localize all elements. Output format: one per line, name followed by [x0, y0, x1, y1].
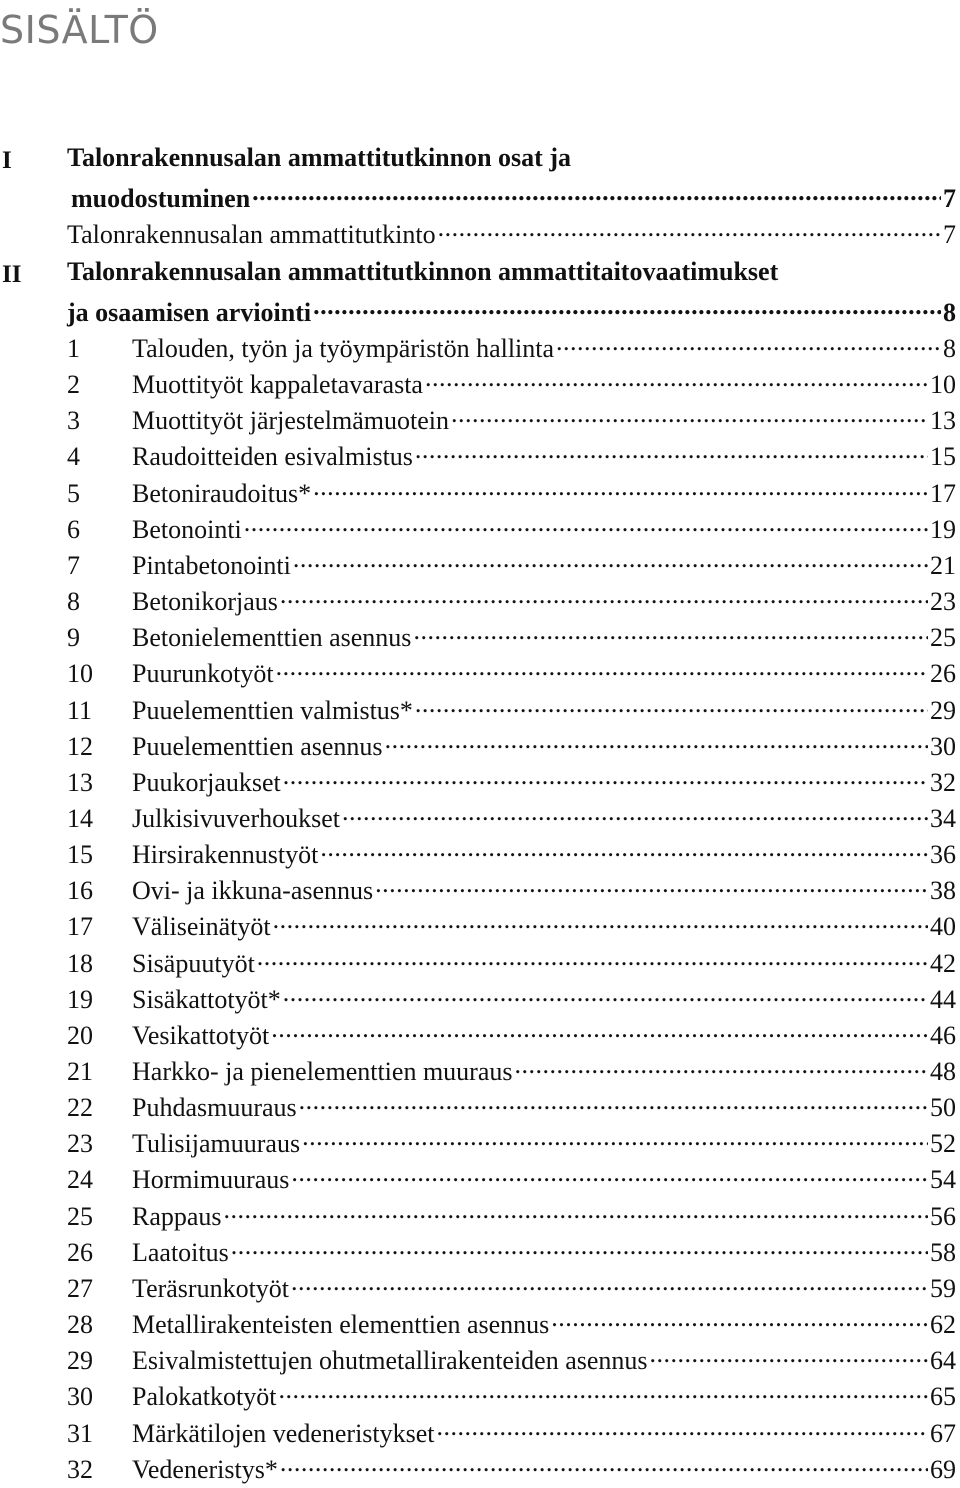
entry-title: Märkätilojen vedeneristykset — [132, 1418, 435, 1448]
chapter-number: 21 — [67, 1057, 93, 1086]
toc-entry-chapter-5[interactable] — [67, 476, 956, 512]
chapter-number: 5 — [67, 478, 80, 508]
chapter-number: 31 — [67, 1418, 93, 1448]
dot-leader — [244, 512, 928, 538]
dot-leader — [425, 367, 928, 393]
page-number: 25 — [930, 623, 956, 653]
part-heading-line1: Talonrakennusalan ammattitutkinnon ammattitaitovaatimukset — [67, 257, 779, 286]
dot-leader — [280, 584, 928, 610]
toc-entry-chapter-11[interactable] — [67, 693, 956, 729]
dot-leader — [283, 982, 928, 1008]
chapter-number: 8 — [67, 587, 80, 617]
dot-leader — [320, 837, 928, 863]
dot-leader — [375, 873, 928, 899]
dot-leader — [280, 1452, 928, 1478]
toc-entry-chapter-3[interactable] — [67, 403, 956, 439]
dot-leader — [313, 295, 941, 321]
page-number: 65 — [930, 1382, 956, 1412]
chapter-number: 7 — [67, 550, 80, 580]
entry-title: Betoniraudoitus* — [132, 478, 312, 508]
page-number: 42 — [930, 948, 956, 978]
entry-title: Sisäkattotyöt* — [132, 984, 281, 1014]
entry-title: Vedeneristys* — [132, 1454, 278, 1484]
chapter-number: 3 — [67, 406, 80, 436]
toc-entry-chapter-16[interactable] — [67, 873, 956, 909]
page-number: 32 — [930, 767, 956, 797]
dot-leader — [291, 1271, 928, 1297]
part-heading-entry[interactable] — [67, 181, 956, 217]
chapter-number: 17 — [67, 912, 93, 942]
page-number: 67 — [930, 1418, 956, 1448]
part-heading-line2: muodostuminen — [71, 184, 251, 213]
dot-leader — [231, 1235, 928, 1261]
toc-entry-chapter-6[interactable] — [67, 512, 956, 548]
chapter-number: 19 — [67, 984, 93, 1014]
toc-entry-chapter-32[interactable] — [67, 1452, 956, 1488]
entry-title: Ovi- ja ikkuna-asennus — [132, 876, 374, 906]
chapter-number: 25 — [67, 1201, 93, 1231]
entry-title: Metallirakenteisten elementtien asennus — [132, 1310, 550, 1340]
toc-entry-chapter-25[interactable] — [67, 1199, 956, 1235]
dot-leader — [252, 181, 941, 207]
toc-entry-chapter-8[interactable] — [67, 584, 956, 620]
page-number: 26 — [930, 659, 956, 689]
chapter-number: 32 — [67, 1454, 93, 1484]
page-number: 59 — [930, 1273, 956, 1303]
entry-title: Betonikorjaus — [132, 587, 278, 617]
page-number: 8 — [943, 298, 956, 327]
entry-title: Raudoitteiden esivalmistus — [132, 442, 413, 472]
toc-entry-chapter-1[interactable] — [67, 331, 956, 367]
chapter-number: 4 — [67, 442, 80, 472]
part-heading — [67, 257, 956, 293]
dot-leader — [302, 1126, 928, 1152]
dot-leader — [313, 476, 928, 502]
entry-title: Talouden, työn ja työympäristön hallinta — [132, 334, 555, 363]
dot-leader — [514, 1054, 928, 1080]
page-title: SISÄLTÖ — [0, 8, 159, 52]
toc-entry-chapter-20[interactable] — [67, 1018, 956, 1054]
dot-leader — [413, 620, 928, 646]
page-number: 58 — [930, 1237, 956, 1267]
dot-leader — [276, 656, 928, 682]
page-number: 38 — [930, 876, 956, 906]
chapter-number: 10 — [67, 659, 93, 689]
entry-title: Talonrakennusalan ammattitutkinto — [67, 220, 436, 249]
dot-leader — [291, 1162, 928, 1188]
toc-entry-chapter-12[interactable] — [67, 729, 956, 765]
entry-title: Hormimuuraus — [132, 1165, 290, 1195]
page-number: 52 — [930, 1129, 956, 1159]
chapter-number: 22 — [67, 1093, 93, 1123]
page-number: 40 — [930, 912, 956, 942]
toc-entry-chapter-17[interactable] — [67, 909, 956, 945]
chapter-number: 15 — [67, 840, 93, 870]
entry-title: Sisäpuutyöt — [132, 948, 255, 978]
entry-title: Muottityöt järjestelmämuotein — [132, 406, 450, 436]
chapter-number: 1 — [67, 334, 80, 363]
dot-leader — [224, 1199, 928, 1225]
toc-entry-chapter-13[interactable] — [67, 765, 956, 801]
dot-leader — [283, 765, 928, 791]
page-number: 17 — [930, 478, 956, 508]
page-number: 7 — [943, 220, 956, 249]
page-number: 30 — [930, 731, 956, 761]
toc-entry-chapter-21[interactable] — [67, 1054, 956, 1090]
dot-leader — [385, 729, 928, 755]
chapter-number: 14 — [67, 803, 93, 833]
toc-entry-chapter-24[interactable] — [67, 1162, 956, 1198]
toc-entry-chapter-15[interactable] — [67, 837, 956, 873]
entry-title: Puukorjaukset — [132, 767, 281, 797]
toc-entry-chapter-23[interactable] — [67, 1126, 956, 1162]
entry-title: Esivalmistettujen ohutmetallirakenteiden asennus — [132, 1346, 648, 1376]
dot-leader — [273, 909, 928, 935]
entry-title: Palokatkotyöt — [132, 1382, 277, 1412]
chapter-number: 27 — [67, 1273, 93, 1303]
entry-title: Harkko- ja pienelementtien muuraus — [132, 1057, 513, 1086]
dot-leader — [451, 403, 928, 429]
toc-entry-chapter-7[interactable] — [67, 548, 956, 584]
entry-title: Puuelementtien asennus — [132, 731, 383, 761]
dot-leader — [271, 1018, 928, 1044]
page-number: 23 — [930, 587, 956, 617]
entry-title: Pintabetonointi — [132, 550, 291, 580]
chapter-number: 26 — [67, 1237, 93, 1267]
toc-entry-chapter-2[interactable] — [67, 367, 956, 403]
page-number: 10 — [930, 370, 956, 400]
dot-leader — [650, 1343, 928, 1369]
toc-entry-chapter-31[interactable] — [67, 1416, 956, 1452]
part-heading-line1: Talonrakennusalan ammattitutkinnon osat ja — [67, 143, 571, 172]
dot-leader — [415, 439, 928, 465]
dot-leader — [299, 1090, 928, 1116]
page-number: 62 — [930, 1310, 956, 1340]
page-number: 36 — [930, 840, 956, 870]
page-number: 7 — [943, 184, 956, 213]
toc-entry-chapter-27[interactable] — [67, 1271, 956, 1307]
page-number: 15 — [930, 442, 956, 472]
chapter-number: 16 — [67, 876, 93, 906]
page-number: 21 — [930, 550, 956, 580]
entry-title: Muottityöt kappaletavarasta — [132, 370, 423, 400]
entry-title: Tulisijamuuraus — [132, 1129, 301, 1159]
toc-entry-chapter-10[interactable] — [67, 656, 956, 692]
toc-entry-chapter-29[interactable] — [67, 1343, 956, 1379]
entry-title: Väliseinätyöt — [132, 912, 271, 942]
page-number: 29 — [930, 695, 956, 725]
chapter-number: 30 — [67, 1382, 93, 1412]
page-number: 34 — [930, 803, 956, 833]
entry-title: Hirsirakennustyöt — [132, 840, 319, 870]
entry-title: Betonointi — [132, 514, 242, 544]
page-number: 13 — [930, 406, 956, 436]
entry-title: Betonielementtien asennus — [132, 623, 412, 653]
dot-leader — [551, 1307, 928, 1333]
chapter-number: 29 — [67, 1346, 93, 1376]
page-number: 19 — [930, 514, 956, 544]
part-numeral: I — [2, 147, 12, 174]
chapter-number: 24 — [67, 1165, 93, 1195]
toc-entry[interactable] — [67, 217, 956, 253]
entry-title: Rappaus — [132, 1201, 222, 1231]
toc-entry-chapter-30[interactable] — [67, 1379, 956, 1415]
dot-leader — [342, 801, 928, 827]
dot-leader — [415, 693, 928, 719]
toc-entry-chapter-26[interactable] — [67, 1235, 956, 1271]
entry-title: Puurunkotyöt — [132, 659, 274, 689]
dot-leader — [556, 331, 941, 357]
page-number: 8 — [943, 334, 956, 363]
dot-leader — [257, 946, 928, 972]
chapter-number: 18 — [67, 948, 93, 978]
toc-entry-chapter-18[interactable] — [67, 946, 956, 982]
entry-title: Laatoitus — [132, 1237, 229, 1267]
page-number: 56 — [930, 1201, 956, 1231]
entry-title: Vesikattotyöt — [132, 1020, 270, 1050]
entry-title: Julkisivuverhoukset — [132, 803, 340, 833]
page-number: 64 — [930, 1346, 956, 1376]
page-number: 69 — [930, 1454, 956, 1484]
chapter-number: 28 — [67, 1310, 93, 1340]
chapter-number: 9 — [67, 623, 80, 653]
part-numeral: II — [2, 261, 22, 288]
page-number: 46 — [930, 1020, 956, 1050]
chapter-number: 13 — [67, 767, 93, 797]
entry-title: Puuelementtien valmistus* — [132, 695, 413, 725]
chapter-number: 6 — [67, 514, 80, 544]
dot-leader — [438, 217, 941, 243]
part-heading-line2: ja osaamisen arviointi — [67, 298, 312, 327]
toc-entry-chapter-28[interactable] — [67, 1307, 956, 1343]
chapter-number: 12 — [67, 731, 93, 761]
toc-entry-chapter-14[interactable] — [67, 801, 956, 837]
page-number: 54 — [930, 1165, 956, 1195]
page-number: 48 — [930, 1057, 956, 1086]
toc-entry-chapter-4[interactable] — [67, 439, 956, 475]
part-heading — [67, 143, 956, 179]
chapter-number: 20 — [67, 1020, 93, 1050]
dot-leader — [437, 1416, 928, 1442]
chapter-number: 2 — [67, 370, 80, 400]
toc-entry-chapter-22[interactable] — [67, 1090, 956, 1126]
chapter-number: 23 — [67, 1129, 93, 1159]
page-number: 50 — [930, 1093, 956, 1123]
dot-leader — [278, 1379, 928, 1405]
chapter-number: 11 — [67, 695, 93, 725]
dot-leader — [293, 548, 928, 574]
part-heading-entry[interactable] — [67, 295, 956, 331]
entry-title: Puhdasmuuraus — [132, 1093, 297, 1123]
page-number: 44 — [930, 984, 956, 1014]
toc-entry-chapter-9[interactable] — [67, 620, 956, 656]
entry-title: Teräsrunkotyöt — [132, 1273, 290, 1303]
toc-entry-chapter-19[interactable] — [67, 982, 956, 1018]
